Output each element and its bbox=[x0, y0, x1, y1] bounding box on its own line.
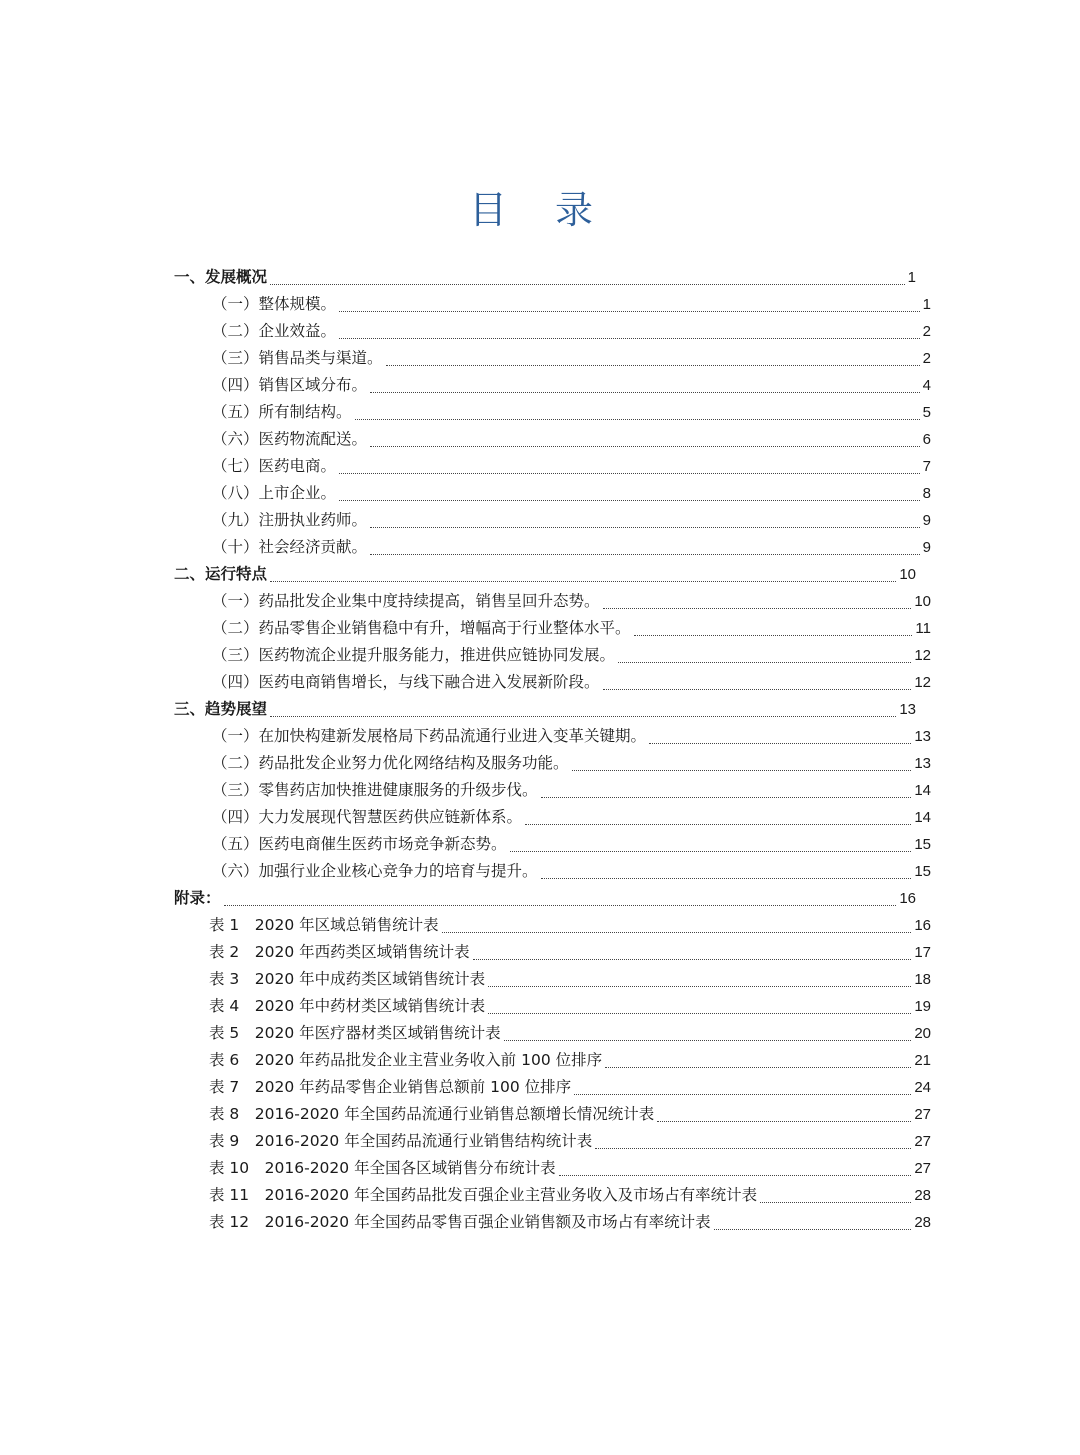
toc-entry-label: 表 10 2016-2020 年全国各区域销售分布统计表 bbox=[209, 1159, 556, 1177]
toc-entry-label: （九）注册执业药师。 bbox=[212, 511, 368, 529]
toc-entry-page-number: 27 bbox=[914, 1160, 931, 1177]
toc-entry-label: （四）销售区域分布。 bbox=[212, 376, 368, 394]
toc-entry-label: （六）加强行业企业核心竞争力的培育与提升。 bbox=[212, 862, 538, 880]
dot-leader bbox=[574, 1093, 911, 1095]
toc-entry-label: 二、运行特点 bbox=[174, 565, 268, 583]
dot-leader bbox=[634, 634, 913, 636]
toc-entry-page-number: 24 bbox=[914, 1079, 931, 1096]
toc-entry[interactable] bbox=[209, 939, 931, 966]
dot-leader bbox=[525, 823, 911, 825]
dot-leader bbox=[224, 904, 897, 906]
toc-entry-page-number: 16 bbox=[899, 890, 916, 907]
toc-entry-label: （一）药品批发企业集中度持续提高，销售呈回升态势。 bbox=[212, 592, 600, 610]
toc-entry-label: （四）大力发展现代智慧医药供应链新体系。 bbox=[212, 808, 523, 826]
toc-entry-label: 表 7 2020 年药品零售企业销售总额前 100 位排序 bbox=[209, 1078, 572, 1096]
toc-entry-label: 表 11 2016-2020 年全国药品批发百强企业主营业务收入及市场占有率统计表 bbox=[209, 1186, 758, 1204]
dot-leader bbox=[370, 526, 920, 528]
toc-entry[interactable] bbox=[209, 1101, 931, 1128]
toc-entry-page-number: 28 bbox=[914, 1187, 931, 1204]
toc-entry[interactable] bbox=[212, 426, 931, 453]
toc-entry[interactable] bbox=[212, 858, 931, 885]
dot-leader bbox=[488, 985, 911, 987]
toc-entry-page-number: 4 bbox=[922, 377, 931, 394]
toc-entry[interactable] bbox=[212, 777, 931, 804]
toc-entry-label: （二）企业效益。 bbox=[212, 322, 337, 340]
dot-leader bbox=[488, 1012, 911, 1014]
toc-entry-page-number: 28 bbox=[914, 1214, 931, 1231]
toc-entry[interactable] bbox=[174, 264, 916, 291]
toc-entry-page-number: 27 bbox=[914, 1106, 931, 1123]
toc-entry-label: 表 5 2020 年医疗器材类区域销售统计表 bbox=[209, 1024, 501, 1042]
dot-leader bbox=[370, 391, 920, 393]
dot-leader bbox=[603, 607, 912, 609]
toc-entry-page-number: 18 bbox=[914, 971, 931, 988]
toc-entry-page-number: 20 bbox=[914, 1025, 931, 1042]
toc-entry-page-number: 5 bbox=[922, 404, 931, 421]
toc-entry-label: （八）上市企业。 bbox=[212, 484, 337, 502]
toc-entry[interactable] bbox=[212, 669, 931, 696]
toc-entry-page-number: 15 bbox=[914, 863, 931, 880]
toc-entry-page-number: 19 bbox=[914, 998, 931, 1015]
toc-entry-label: （五）医药电商催生医药市场竞争新态势。 bbox=[212, 835, 507, 853]
toc-entry-page-number: 9 bbox=[922, 539, 931, 556]
toc-entry[interactable] bbox=[209, 993, 931, 1020]
toc-entry[interactable] bbox=[174, 696, 916, 723]
toc-entry-label: 一、发展概况 bbox=[174, 268, 268, 286]
toc-entry-page-number: 6 bbox=[922, 431, 931, 448]
dot-leader bbox=[270, 283, 905, 285]
dot-leader bbox=[603, 688, 912, 690]
toc-entry-page-number: 27 bbox=[914, 1133, 931, 1150]
toc-entry-page-number: 2 bbox=[922, 350, 931, 367]
toc-entry-page-number: 1 bbox=[922, 296, 931, 313]
dot-leader bbox=[339, 310, 920, 312]
dot-leader bbox=[649, 742, 911, 744]
toc-entry-page-number: 13 bbox=[899, 701, 916, 718]
dot-leader bbox=[370, 445, 920, 447]
toc-entry[interactable] bbox=[212, 453, 931, 480]
toc-entry-label: （三）销售品类与渠道。 bbox=[212, 349, 383, 367]
toc-entry-label: 表 12 2016-2020 年全国药品零售百强企业销售额及市场占有率统计表 bbox=[209, 1213, 711, 1231]
toc-entry[interactable] bbox=[212, 642, 931, 669]
dot-leader bbox=[270, 715, 896, 717]
toc-entry-page-number: 10 bbox=[899, 566, 916, 583]
dot-leader bbox=[386, 364, 920, 366]
toc-entry-page-number: 14 bbox=[914, 809, 931, 826]
dot-leader bbox=[657, 1120, 911, 1122]
dot-leader bbox=[339, 472, 920, 474]
toc-entry[interactable] bbox=[212, 615, 931, 642]
toc-entry[interactable] bbox=[209, 966, 931, 993]
toc-entry[interactable] bbox=[212, 534, 931, 561]
toc-entry-page-number: 12 bbox=[914, 674, 931, 691]
dot-leader bbox=[473, 958, 912, 960]
toc-entry-page-number: 11 bbox=[915, 620, 931, 637]
toc-entry-label: 三、趋势展望 bbox=[174, 700, 268, 718]
toc-entry-label: （二）药品零售企业销售稳中有升，增幅高于行业整体水平。 bbox=[212, 619, 631, 637]
toc-entry[interactable] bbox=[212, 507, 931, 534]
dot-leader bbox=[510, 850, 912, 852]
toc-entry[interactable] bbox=[209, 912, 931, 939]
toc-entry-page-number: 15 bbox=[914, 836, 931, 853]
dot-leader bbox=[504, 1039, 912, 1041]
dot-leader bbox=[270, 580, 896, 582]
dot-leader bbox=[339, 499, 920, 501]
toc-entry-page-number: 1 bbox=[907, 269, 916, 286]
toc-entry[interactable] bbox=[212, 831, 931, 858]
toc-entry[interactable] bbox=[212, 750, 931, 777]
toc-entry[interactable] bbox=[212, 588, 931, 615]
toc-entry-page-number: 14 bbox=[914, 782, 931, 799]
toc-entry[interactable] bbox=[209, 1047, 931, 1074]
toc-entry-page-number: 9 bbox=[922, 512, 931, 529]
dot-leader bbox=[355, 418, 920, 420]
toc-entry[interactable] bbox=[212, 804, 931, 831]
toc-entry[interactable] bbox=[209, 1128, 931, 1155]
dot-leader bbox=[541, 877, 912, 879]
toc-entry[interactable] bbox=[212, 372, 931, 399]
toc-entry-page-number: 2 bbox=[922, 323, 931, 340]
toc-entry-label: （四）医药电商销售增长，与线下融合进入发展新阶段。 bbox=[212, 673, 600, 691]
dot-leader bbox=[442, 931, 912, 933]
toc-entry-label: （七）医药电商。 bbox=[212, 457, 337, 475]
toc-entry-label: 表 2 2020 年西药类区域销售统计表 bbox=[209, 943, 470, 961]
toc-entry[interactable] bbox=[209, 1020, 931, 1047]
toc-entry-label: 表 6 2020 年药品批发企业主营业务收入前 100 位排序 bbox=[209, 1051, 603, 1069]
toc-entry[interactable] bbox=[174, 561, 916, 588]
toc-entry-page-number: 8 bbox=[922, 485, 931, 502]
toc-entry-page-number: 13 bbox=[914, 755, 931, 772]
dot-leader bbox=[595, 1147, 911, 1149]
toc-entry-page-number: 21 bbox=[914, 1052, 931, 1069]
dot-leader bbox=[559, 1174, 912, 1176]
toc-entry-page-number: 16 bbox=[914, 917, 931, 934]
toc-entry-label: （一）整体规模。 bbox=[212, 295, 337, 313]
dot-leader bbox=[760, 1201, 911, 1203]
page-title: 目 录 bbox=[468, 188, 612, 232]
dot-leader bbox=[618, 661, 911, 663]
toc-entry-label: 表 3 2020 年中成药类区域销售统计表 bbox=[209, 970, 486, 988]
toc-entry-label: 表 4 2020 年中药材类区域销售统计表 bbox=[209, 997, 486, 1015]
dot-leader bbox=[541, 796, 912, 798]
dot-leader bbox=[370, 553, 920, 555]
toc-entry-label: 表 1 2020 年区域总销售统计表 bbox=[209, 916, 439, 934]
toc-entry-page-number: 17 bbox=[914, 944, 931, 961]
toc-entry-page-number: 7 bbox=[922, 458, 931, 475]
toc-entry[interactable] bbox=[212, 399, 931, 426]
toc-entry[interactable] bbox=[209, 1209, 931, 1236]
toc-entry-label: 表 8 2016-2020 年全国药品流通行业销售总额增长情况统计表 bbox=[209, 1105, 655, 1123]
toc-entry-label: （一）在加快构建新发展格局下药品流通行业进入变革关键期。 bbox=[212, 727, 647, 745]
toc-entry-label: （三）零售药店加快推进健康服务的升级步伐。 bbox=[212, 781, 538, 799]
toc-entry-page-number: 10 bbox=[914, 593, 931, 610]
toc-entry-label: （三）医药物流企业提升服务能力，推进供应链协同发展。 bbox=[212, 646, 616, 664]
toc-entry[interactable] bbox=[212, 291, 931, 318]
dot-leader bbox=[714, 1228, 912, 1230]
toc-entry-label: （五）所有制结构。 bbox=[212, 403, 352, 421]
toc-entry[interactable] bbox=[209, 1182, 931, 1209]
toc-entry-label: （十）社会经济贡献。 bbox=[212, 538, 368, 556]
toc-entry[interactable] bbox=[212, 345, 931, 372]
dot-leader bbox=[572, 769, 912, 771]
toc-entry-label: （二）药品批发企业努力优化网络结构及服务功能。 bbox=[212, 754, 569, 772]
dot-leader bbox=[605, 1066, 911, 1068]
toc-entry[interactable] bbox=[212, 723, 931, 750]
toc-entry[interactable] bbox=[212, 480, 931, 507]
toc-entry[interactable] bbox=[212, 318, 931, 345]
toc-entry[interactable] bbox=[174, 885, 916, 912]
toc-entry-label: 附录： bbox=[174, 889, 221, 907]
dot-leader bbox=[339, 337, 920, 339]
toc-entry[interactable] bbox=[209, 1155, 931, 1182]
toc-entry-label: （六）医药物流配送。 bbox=[212, 430, 368, 448]
toc-entry-page-number: 13 bbox=[914, 728, 931, 745]
toc-entry-label: 表 9 2016-2020 年全国药品流通行业销售结构统计表 bbox=[209, 1132, 593, 1150]
toc-entry[interactable] bbox=[209, 1074, 931, 1101]
toc-entry-page-number: 12 bbox=[914, 647, 931, 664]
